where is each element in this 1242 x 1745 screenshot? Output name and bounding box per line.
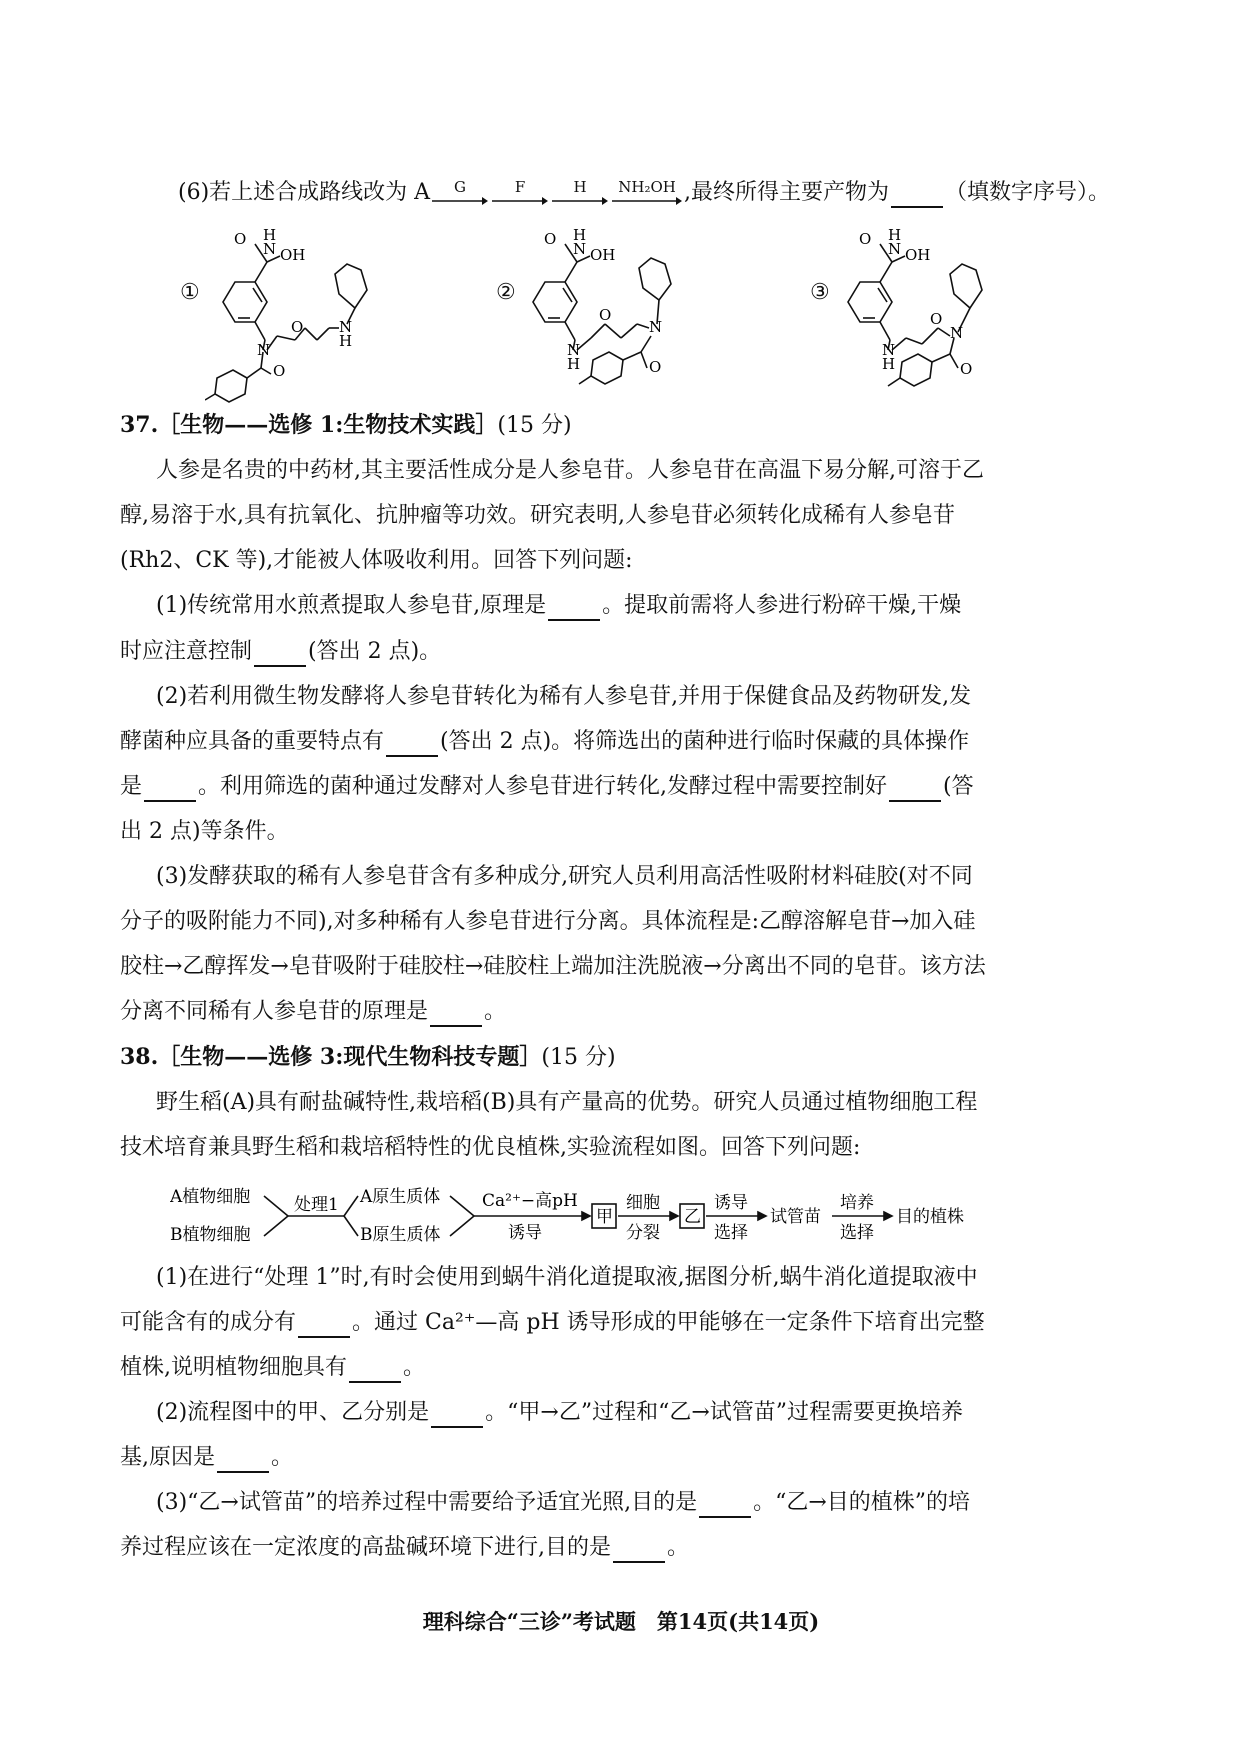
flow-a-proto: A原生质体: [360, 1187, 441, 1207]
svg-text:O: O: [291, 318, 304, 336]
svg-text:O: O: [930, 310, 943, 328]
svg-text:N: N: [888, 240, 902, 258]
q38-intro-2: 技术培育兼具野生稻和栽培稻特性的优良植株,实验流程如图。回答下列问题:: [120, 1135, 861, 1160]
svg-text:H: H: [567, 355, 581, 373]
reaction-arrow-h: H: [552, 178, 608, 208]
page-footer: 理科综合“三诊”考试题 第14页(共14页): [422, 1609, 820, 1634]
answer-blank: [699, 1494, 751, 1518]
q38-p2-line1: (2)流程图中的甲、乙分别是 。“甲→乙”过程和“乙→试管苗”过程需要更换培养: [156, 1398, 963, 1428]
flow-target: 目的植株: [896, 1207, 964, 1227]
svg-text:OH: OH: [905, 246, 931, 264]
q37-p3-line2: 分子的吸附能力不同),对多种稀有人参皂苷进行分离。具体流程是:乙醇溶解皂苷→加入硅: [120, 909, 976, 934]
structure-1: [205, 228, 435, 403]
flow-yi: 乙: [684, 1207, 701, 1227]
flow-culture: 培养: [840, 1193, 874, 1213]
answer-blank: [548, 597, 600, 621]
q37-intro-1: 人参是名贵的中药材,其主要活性成分是人参皂苷。人参皂苷在高温下易分解,可溶于乙: [156, 458, 984, 483]
svg-text:N: N: [950, 324, 964, 342]
answer-blank: [254, 643, 306, 667]
flow-induce-2: 诱导: [714, 1193, 748, 1213]
flow-b-proto: B原生质体: [360, 1225, 441, 1245]
flow-jia: 甲: [596, 1207, 613, 1227]
q38-p3-line1: (3)“乙→试管苗”的培养过程中需要给予适宜光照,目的是 。“乙→目的植株”的培: [156, 1488, 970, 1518]
svg-text:H: H: [573, 228, 587, 244]
svg-text:O: O: [273, 362, 286, 380]
svg-text:N: N: [649, 318, 663, 336]
structure-2: [515, 228, 745, 403]
answer-blank: [144, 778, 196, 802]
svg-text:OH: OH: [280, 246, 306, 264]
svg-text:H: H: [882, 355, 896, 373]
svg-text:O: O: [234, 230, 247, 248]
q37-p3-line1: (3)发酵获取的稀有人参皂苷含有多种成分,研究人员利用高活性吸附材料硅胶(对不同: [156, 864, 973, 889]
flow-split: 分裂: [626, 1223, 660, 1243]
q36-6-suffix-b: （填数字序号）。: [945, 180, 1111, 205]
answer-blank: [217, 1449, 269, 1473]
answer-blank: [349, 1359, 401, 1383]
q38-p1-line1: (1)在进行“处理 1”时,有时会使用到蜗牛消化道提取液,据图分析,蜗牛消化道提取液中: [156, 1265, 978, 1290]
q37-p1-line1: (1)传统常用水煎煮提取人参皂苷,原理是 。提取前需将人参进行粉碎干燥,干燥: [156, 591, 961, 621]
flow-treat: 处理1: [294, 1195, 339, 1215]
reaction-arrow-nh2oh: NH₂OH: [612, 178, 682, 208]
option-1-label: ①: [180, 280, 200, 305]
flow-a-cell: A植物细胞: [170, 1187, 251, 1207]
q36-6-suffix-a: ,最终所得主要产物为: [684, 180, 890, 205]
q36-6-prefix: (6)若上述合成路线改为 A: [178, 180, 431, 205]
svg-text:N: N: [263, 240, 277, 258]
q38-p1-line3: 植株,说明植物细胞具有 。: [120, 1353, 425, 1383]
svg-text:O: O: [960, 360, 973, 378]
q37-intro-3: (Rh2、CK 等),才能被人体吸收利用。回答下列问题:: [120, 548, 633, 573]
flow-b-cell: B植物细胞: [170, 1225, 251, 1245]
flow-select: 选择: [714, 1223, 748, 1243]
answer-blank: [431, 1404, 483, 1428]
q38-p3-line2: 养过程应该在一定浓度的高盐碱环境下进行,目的是 。: [120, 1533, 689, 1563]
q37-p2-line4: 出 2 点)等条件。: [120, 819, 289, 844]
option-2-label: ②: [496, 280, 516, 305]
q38-title: 38.［生物——选修 3:现代生物科技专题］(15 分): [120, 1044, 616, 1070]
flow-ca-ph: Ca²⁺−高pH: [482, 1191, 578, 1211]
q37-p2-line1: (2)若利用微生物发酵将人参皂苷转化为稀有人参皂苷,并用于保健食品及药物研发,发: [156, 684, 972, 709]
answer-blank: [613, 1539, 665, 1563]
flow-select-2: 选择: [840, 1223, 874, 1243]
answer-blank: [430, 1003, 482, 1027]
option-3-label: ③: [810, 280, 830, 305]
q38-p2-line2: 基,原因是 。: [120, 1443, 293, 1473]
q37-title: 37.［生物——选修 1:生物技术实践］(15 分): [120, 412, 572, 438]
q38-intro-1: 野生稻(A)具有耐盐碱特性,栽培稻(B)具有产量高的优势。研究人员通过植物细胞工程: [156, 1090, 978, 1115]
flow-tube: 试管苗: [770, 1207, 821, 1227]
answer-blank: [891, 184, 943, 208]
q37-p3-line3: 胶柱→乙醇挥发→皂苷吸附于硅胶柱→硅胶柱上端加注洗脱液→分离出不同的皂苷。该方法: [120, 954, 986, 979]
q37-p3-line4: 分离不同稀有人参皂苷的原理是 。: [120, 997, 506, 1027]
answer-blank: [298, 1314, 350, 1338]
svg-text:O: O: [649, 358, 662, 376]
svg-text:O: O: [859, 230, 872, 248]
svg-text:O: O: [544, 230, 557, 248]
svg-text:N: N: [567, 341, 581, 359]
q37-p1-line2: 时应注意控制 (答出 2 点)。: [120, 637, 441, 667]
reaction-arrow-f: F: [492, 178, 548, 208]
q37-intro-2: 醇,易溶于水,具有抗氧化、抗肿瘤等功效。研究表明,人参皂苷必须转化成稀有人参皂苷: [120, 503, 955, 528]
svg-text:H: H: [263, 228, 277, 244]
q37-p2-line3: 是 。利用筛选的菌种通过发酵对人参皂苷进行转化,发酵过程中需要控制好 (答: [120, 772, 974, 802]
answer-blank: [889, 778, 941, 802]
q36-6-line: [178, 178, 1110, 208]
svg-text:OH: OH: [590, 246, 616, 264]
experiment-flow-diagram: [170, 1176, 1050, 1256]
answer-blank: [386, 733, 438, 757]
q38-p1-line2: 可能含有的成分有 。通过 Ca²⁺—高 pH 诱导形成的甲能够在一定条件下培育出完整: [120, 1308, 985, 1338]
svg-text:N: N: [339, 318, 353, 336]
svg-text:O: O: [599, 306, 612, 324]
svg-text:H: H: [339, 332, 353, 350]
svg-text:H: H: [888, 228, 902, 244]
svg-text:N: N: [573, 240, 587, 258]
flow-cell: 细胞: [626, 1193, 660, 1213]
flow-induce: 诱导: [508, 1223, 542, 1243]
reaction-arrow-g: G: [432, 178, 488, 208]
q37-p2-line2: 酵菌种应具备的重要特点有 (答出 2 点)。将筛选出的菌种进行临时保藏的具体操作: [120, 727, 969, 757]
svg-text:N: N: [257, 341, 271, 359]
structure-3: [830, 228, 1060, 403]
svg-text:N: N: [882, 341, 896, 359]
